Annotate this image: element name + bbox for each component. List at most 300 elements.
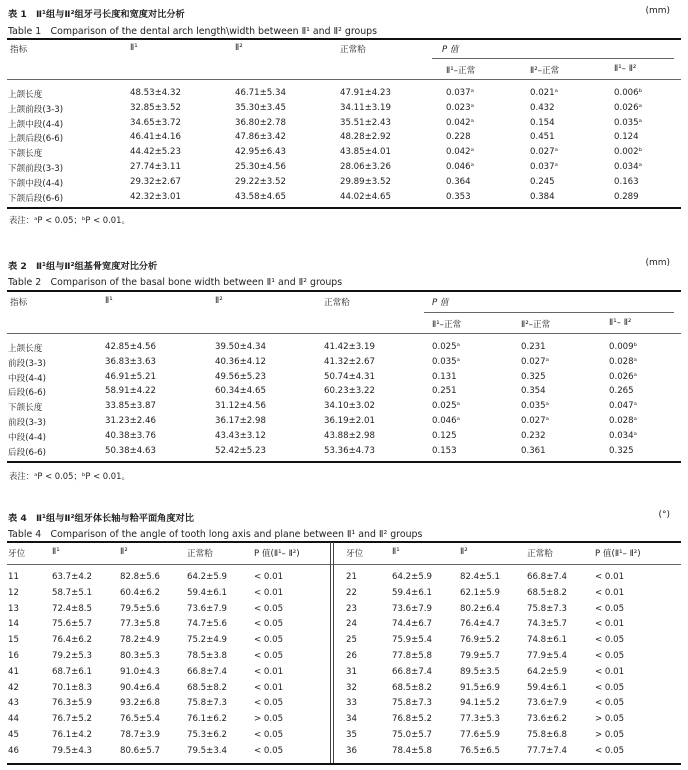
table4-right-cell: 82.4±5.1 [460,572,501,582]
table4-right-cell: 25 [346,635,357,646]
table4-right-cell: 75.8±7.3 [527,603,568,614]
table2-cell: 0.025ᵃ [432,401,460,412]
table4-right-cell: < 0.01 [595,572,625,582]
table1-cell: 0.432 [530,102,555,113]
table4-left-cell: 42 [8,682,19,693]
table4-caption-cn: 表 4 Ⅱ¹组与Ⅱ²组牙体长轴与粭平面角度对比 [8,513,194,524]
table1-cell: 29.32±2.67 [130,176,181,187]
table4-left-cell: 74.7±5.6 [187,619,228,630]
table4-right-cell: 77.6±5.9 [460,730,501,740]
table1-cell: 29.89±3.52 [340,176,391,187]
table2-cell: 0.035ᵃ [432,356,460,367]
table2-cell: 60.23±3.22 [324,386,375,397]
table1-subheader-row [0,64,688,76]
table4-left-cell: 70.1±8.3 [52,682,93,693]
table4-right-cell: < 0.05 [595,603,625,614]
table4-left-cell: 14 [8,619,19,630]
table4-left-cell: 11 [8,572,19,582]
table4-right-cell: 21 [346,572,357,582]
table4-right-row [0,730,688,742]
table1-cell: 32.85±3.52 [130,102,181,113]
table4-right-cell: < 0.01 [595,587,625,598]
table1-cell: 42.95±6.43 [235,147,286,158]
table4-left-cell: 82.8±5.6 [120,572,161,582]
table1-cell: 下颌前段(3-3) [8,164,64,174]
table2-cell: 0.027ᵃ [521,356,549,367]
table4-right-cell: > 0.05 [595,714,625,725]
table1-cell: 0.124 [614,132,639,143]
table1-row [0,192,688,204]
table2-cell: 36.19±2.01 [324,416,375,426]
table2-cell: 41.32±2.67 [324,356,375,367]
table1-row [0,132,688,144]
table4-right-cell: < 0.05 [595,651,625,661]
table4-right-cell: 75.8±7.3 [392,698,433,709]
table4-left-cell: 45 [8,730,19,740]
table4-right-cell: 32 [346,682,357,693]
table4-left-cell: < 0.05 [254,651,284,661]
table4-left-cell: 46 [8,745,19,756]
table1-cell: 0.035ᵃ [614,117,642,128]
table4-right-cell: 73.6±7.9 [527,698,568,709]
table4-left-cell: < 0.01 [254,682,284,693]
table1-cell: 0.034ᵃ [614,162,642,172]
table4-unit: (°) [658,510,670,520]
table4-right-cell: 74.3±5.7 [527,619,568,630]
table4-right-cell: 34 [346,714,357,725]
table1-header-indicator: 指标 [10,45,28,55]
table1-header-p3: Ⅱ¹– Ⅱ² [614,64,637,74]
table2-cell: 0.046ᵃ [432,416,460,426]
table1-cell: 0.026ᵃ [614,102,642,113]
table1-cell: 下颌中段(4-4) [8,178,64,189]
table1-cell: 0.042ᵃ [446,147,474,158]
table2-cell: 0.231 [521,342,546,352]
table4-left-cell: < 0.05 [254,635,284,646]
table2-cell: 50.74±4.31 [324,371,375,382]
table2-cell: 0.125 [432,430,457,441]
table2-row [0,386,688,398]
table4-right-cell: 74.8±6.1 [527,635,568,646]
table1-cell: 上颌前段(3-3) [8,104,64,115]
table2-row [0,357,688,369]
table1-header-p: P 值 [442,45,459,55]
table2-cell: 后段(6-6) [8,447,46,458]
table2-row [0,401,688,413]
table2-subheader-row [0,318,688,330]
table1-cell: 42.32±3.01 [130,191,181,202]
table1-cell: 0.021ᵃ [530,88,558,98]
table1-cell: 29.22±3.52 [235,176,286,187]
table2-cell: 0.027ᵃ [521,416,549,426]
table1-cell: 46.41±4.16 [130,132,181,143]
table2-cell: 40.36±4.12 [215,356,266,367]
table4-right-cell: 59.4±6.1 [392,587,433,598]
table4-right-cell: 33 [346,698,357,709]
table4-left-cell: < 0.01 [254,666,284,677]
table4-right-cell: 89.5±3.5 [460,666,501,677]
table4-header-tooth-left: 牙位 [8,549,26,559]
table4-right-cell: 26 [346,651,357,661]
table1-cell: 0.027ᵃ [530,147,558,158]
table4-header-normal-left: 正常粭 [187,549,213,559]
table1-unit: (mm) [645,6,670,16]
table4-right-cell: < 0.05 [595,698,625,709]
table1-cell: 0.006ᵇ [614,88,643,98]
table4-left-cell: < 0.05 [254,619,284,630]
table4-right-cell: 75.8±6.8 [527,730,568,740]
table4-header-group1-left: Ⅱ¹ [52,547,60,557]
table4-left-cell: 78.2±4.9 [120,635,161,646]
table1-header-p2: Ⅱ²–正常 [530,66,560,76]
table2-cell: 50.38±4.63 [105,445,156,456]
table2-cell: 0.035ᵃ [521,401,549,412]
table4-right-row [0,667,688,679]
table4-left-cell: 76.1±6.2 [187,714,228,725]
table2-cell: 0.325 [609,445,634,456]
table4-left-cell: 91.0±4.3 [120,666,161,677]
table4-right-row [0,651,688,663]
table2-row [0,416,688,428]
table4-left-cell: 78.7±3.9 [120,730,161,740]
table1-p-rule [432,58,674,59]
table2-cell: 0.009ᵇ [609,342,638,352]
table1-cell: 34.11±3.19 [340,102,391,113]
table2-cell: 53.36±4.73 [324,445,375,456]
table1-cell: 0.353 [446,191,471,202]
table4-right-cell: 59.4±6.1 [527,682,568,693]
table2-cell: 36.83±3.63 [105,356,156,367]
table1-cell: 0.451 [530,132,555,143]
table1-header-rule [7,79,681,80]
table1-row [0,147,688,159]
table2-bottom-rule [7,461,681,463]
table1-note: 表注：ᵃP < 0.05；ᵇP < 0.01。 [9,215,130,225]
table4-left-cell: 76.5±5.4 [120,714,161,725]
table4-right-cell: 23 [346,603,357,614]
table1-cell: 0.154 [530,117,555,128]
table4-left-cell: 58.7±5.1 [52,587,93,598]
table2-cell: 40.38±3.76 [105,430,156,441]
table2-cell: 中段(4-4) [8,373,46,384]
table1-bottom-rule [7,207,681,209]
table4-right-row [0,635,688,647]
table4-right-cell: 64.2±5.9 [392,572,433,582]
table2-cell: 58.91±4.22 [105,386,156,397]
table1-row [0,88,688,100]
table1-row [0,177,688,189]
table4-right-cell: 62.1±5.9 [460,587,501,598]
table4-left-cell: 80.6±5.7 [120,745,161,756]
table4-right-cell: 68.5±8.2 [392,682,433,693]
table4-right-cell: 74.4±6.7 [392,619,433,630]
table4-right-cell: 75.0±5.7 [392,730,433,740]
table2-note: 表注：ᵃP < 0.05；ᵇP < 0.01。 [9,471,130,481]
table1-header-group1: Ⅱ¹ [130,43,138,53]
table4-left-cell: > 0.05 [254,714,284,725]
table4-right-cell: < 0.01 [595,666,625,677]
table4-left-cell: 78.5±3.8 [187,651,228,661]
table4-header-rule [7,564,681,565]
table4-right-cell: 76.5±6.5 [460,745,501,756]
table1-cell: 44.42±5.23 [130,147,181,158]
table2-cell: 33.85±3.87 [105,401,156,412]
table2-header-group1: Ⅱ¹ [105,296,113,306]
table4-right-cell: 75.9±5.4 [392,635,433,646]
table4-left-cell: < 0.05 [254,698,284,709]
table1-cell: 0.228 [446,132,471,143]
table2-cell: 36.17±2.98 [215,416,266,426]
table1-cell: 36.80±2.78 [235,117,286,128]
table2-cell: 前段(3-3) [8,418,46,428]
table1-cell: 35.30±3.45 [235,102,286,113]
table4-left-cell: 75.2±4.9 [187,635,228,646]
table4-left-cell: 73.6±7.9 [187,603,228,614]
table1-cell: 27.74±3.11 [130,162,181,172]
table4-left-cell: < 0.05 [254,745,284,756]
table4-left-cell: 75.8±7.3 [187,698,228,709]
table2-unit: (mm) [645,258,670,268]
table4-right-cell: 78.4±5.8 [392,745,433,756]
table4-left-cell: 76.7±5.2 [52,714,93,725]
table2-cell: 43.43±3.12 [215,430,266,441]
table2-cell: 39.50±4.34 [215,342,266,352]
table4-right-cell: < 0.05 [595,745,625,756]
table1-cell: 0.364 [446,176,471,187]
table2-cell: 0.034ᵃ [609,430,637,441]
table4-left-cell: < 0.05 [254,730,284,740]
table4-left-cell: 41 [8,666,19,677]
table4-right-cell: < 0.05 [595,682,625,693]
table4-left-cell: 77.3±5.8 [120,619,161,630]
table1-cell: 34.65±3.72 [130,117,181,128]
table4-right-row [0,714,688,726]
table4-right-cell: 73.6±6.2 [527,714,568,725]
table2-cell: 0.026ᵃ [609,371,637,382]
table4-header-p-right: P 值(Ⅱ¹– Ⅱ²) [595,549,641,559]
table1-header-row [0,43,688,55]
table4-right-cell: 77.7±7.4 [527,745,568,756]
table4-left-cell: 68.7±6.1 [52,666,93,677]
table4-right-cell: 31 [346,666,357,677]
table4-right-row [0,588,688,600]
table4-right-cell: 73.6±7.9 [392,603,433,614]
table1-cell: 35.51±2.43 [340,117,391,128]
table4-left-cell: < 0.05 [254,603,284,614]
table4-right-row [0,604,688,616]
table4-left-cell: 79.5±5.6 [120,603,161,614]
table2-header-p: P 值 [432,298,449,308]
table4-left-cell: 75.6±5.7 [52,619,93,630]
table4-right-cell: 35 [346,730,357,740]
table1-cell: 48.53±4.32 [130,88,181,98]
table4-right-cell: 77.8±5.8 [392,651,433,661]
table1-cell: 25.30±4.56 [235,162,286,172]
table4-right-cell: < 0.01 [595,619,625,630]
table4-header-row [0,547,688,559]
table1-cell: 上颌中段(4-4) [8,119,64,130]
table4-left-cell: 76.3±5.9 [52,698,93,709]
table4-right-cell: 76.9±5.2 [460,635,501,646]
table2-cell: 0.265 [609,386,634,397]
table1-cell: 下颌长度 [8,149,43,160]
table4-left-cell: 75.3±6.2 [187,730,228,740]
table4-left-cell: 16 [8,651,19,661]
table4-right-cell: 77.3±5.3 [460,714,501,725]
table1-cell: 0.023ᵃ [446,102,474,113]
table4-right-cell: 80.2±6.4 [460,603,501,614]
table4-left-cell: < 0.01 [254,587,284,598]
table1-top-rule [7,38,681,40]
table2-cell: 41.42±3.19 [324,342,375,352]
table1-row [0,103,688,115]
table4-header-tooth-right: 牙位 [346,549,364,559]
table1-cell: 上颌后段(6-6) [8,134,64,145]
table1-header-group2: Ⅱ² [235,43,243,53]
table2-cell: 31.12±4.56 [215,401,266,412]
table4-left-cell: 66.8±7.4 [187,666,228,677]
table2-header-group2: Ⅱ² [215,296,223,306]
table2-cell: 中段(4-4) [8,432,46,443]
table1-caption-en: Table 1 Comparison of the dental arch length\width between Ⅱ¹ and Ⅱ² groups [8,26,378,37]
table4-left-cell: 44 [8,714,19,725]
table4-right-cell: 91.5±6.9 [460,682,501,693]
table2-header-p1: Ⅱ¹–正常 [432,320,462,330]
table4-right-cell: 36 [346,745,357,756]
table2-cell: 后段(6-6) [8,388,46,399]
table1-header-p1: Ⅱ¹–正常 [446,66,476,76]
table2-cell: 0.047ᵃ [609,401,637,412]
table1-cell: 47.86±3.42 [235,132,286,143]
table4-right-row [0,746,688,758]
table4-left-cell: 72.4±8.5 [52,603,93,614]
table1-cell: 0.042ᵃ [446,117,474,128]
table4-left-cell: 79.5±4.3 [52,745,93,756]
table4-left-cell: 15 [8,635,19,646]
table1-cell: 43.58±4.65 [235,191,286,202]
table4-right-cell: 76.4±4.7 [460,619,501,630]
table4-left-cell: 43 [8,698,19,709]
table4-left-cell: 68.5±8.2 [187,682,228,693]
table1-header-normal: 正常粭 [340,45,366,55]
table2-cell: 0.325 [521,371,546,382]
table2-p-rule [424,312,674,313]
table4-left-cell: 76.4±6.2 [52,635,93,646]
table4-left-cell: 79.5±3.4 [187,745,228,756]
table1-caption-cn: 表 1 Ⅱ¹组与Ⅱ²组牙弓长度和宽度对比分析 [8,9,185,20]
table2-cell: 0.361 [521,445,546,456]
table1-cell: 0.163 [614,176,639,187]
table2-cell: 0.131 [432,371,457,382]
table1-cell: 0.289 [614,191,639,202]
table4-right-cell: 79.9±5.7 [460,651,501,661]
table4-left-cell: 76.1±4.2 [52,730,93,740]
table4-right-cell: 94.1±5.2 [460,698,501,709]
table4-left-cell: 90.4±6.4 [120,682,161,693]
table4-right-row [0,698,688,710]
table2-header-row [0,296,688,308]
table2-cell: 0.153 [432,445,457,456]
table1-cell: 46.71±5.34 [235,88,286,98]
table2-header-normal: 正常粭 [324,298,350,308]
table2-header-p3: Ⅱ¹– Ⅱ² [609,318,632,328]
table4-right-cell: > 0.05 [595,730,625,740]
table2-cell: 0.251 [432,386,457,397]
table2-cell: 46.91±5.21 [105,371,156,382]
table2-cell: 43.88±2.98 [324,430,375,441]
table1-cell: 0.037ᵃ [530,162,558,172]
table1-cell: 43.85±4.01 [340,147,391,158]
table2-cell: 60.34±4.65 [215,386,266,397]
table2-caption-en: Table 2 Comparison of the basal bone width between Ⅱ¹ and Ⅱ² groups [8,277,343,288]
table2-cell: 0.028ᵃ [609,416,637,426]
table2-cell: 42.85±4.56 [105,342,156,352]
table1-cell: 28.06±3.26 [340,162,391,172]
table4-right-cell: 64.2±5.9 [527,666,568,677]
table4-header-normal-right: 正常粭 [527,549,553,559]
table2-cell: 下颌长度 [8,403,43,414]
table1-cell: 44.02±4.65 [340,191,391,202]
table2-row [0,431,688,443]
table4-top-rule [7,541,681,543]
table1-cell: 上颌长度 [8,90,43,100]
table4-left-cell: 12 [8,587,19,598]
table2-cell: 0.028ᵃ [609,356,637,367]
table2-cell: 0.232 [521,430,546,441]
table4-right-cell: 66.8±7.4 [392,666,433,677]
table4-header-group2-right: Ⅱ² [460,547,468,557]
table2-header-indicator: 指标 [10,298,28,308]
table1-row [0,162,688,174]
table4-left-cell: 80.3±5.3 [120,651,161,661]
table2-cell: 0.025ᵃ [432,342,460,352]
table4-right-cell: < 0.05 [595,635,625,646]
table1-cell: 0.245 [530,176,555,187]
table2-top-rule [7,290,681,292]
table4-right-cell: 68.5±8.2 [527,587,568,598]
table4-left-cell: 63.7±4.2 [52,572,93,582]
table4-left-cell: 59.4±6.1 [187,587,228,598]
table2-cell: 52.42±5.23 [215,445,266,456]
table1-cell: 47.91±4.23 [340,88,391,98]
table1-cell: 0.384 [530,191,555,202]
table2-caption-cn: 表 2 Ⅱ¹组与Ⅱ²组基骨宽度对比分析 [8,261,158,272]
table1-cell: 0.002ᵇ [614,147,643,158]
table4-left-cell: 60.4±6.2 [120,587,161,598]
table4-right-row [0,683,688,695]
table1-cell: 0.037ᵃ [446,88,474,98]
table2-row [0,342,688,354]
table4-right-cell: 77.9±5.4 [527,651,568,661]
table2-row [0,372,688,384]
table2-cell: 前段(3-3) [8,358,46,369]
table4-right-cell: 24 [346,619,357,630]
table1-row [0,118,688,130]
table4-left-cell: 79.2±5.3 [52,651,93,661]
table4-left-cell: 93.2±6.8 [120,698,161,709]
table4-right-row [0,572,688,584]
table4-header-group1-right: Ⅱ¹ [392,547,400,557]
table4-header-group2-left: Ⅱ² [120,547,128,557]
table2-cell: 34.10±3.02 [324,401,375,412]
table4-left-cell: 13 [8,603,19,614]
table2-cell: 上颌长度 [8,344,43,354]
table4-right-cell: 76.8±5.2 [392,714,433,725]
table4-caption-en: Table 4 Comparison of the angle of tooth long axis and plane between Ⅱ¹ and Ⅱ² groups [8,529,423,540]
table2-header-p2: Ⅱ²–正常 [521,320,551,330]
table4-header-p-left: P 值(Ⅱ¹– Ⅱ²) [254,549,300,559]
table4-right-row [0,619,688,631]
